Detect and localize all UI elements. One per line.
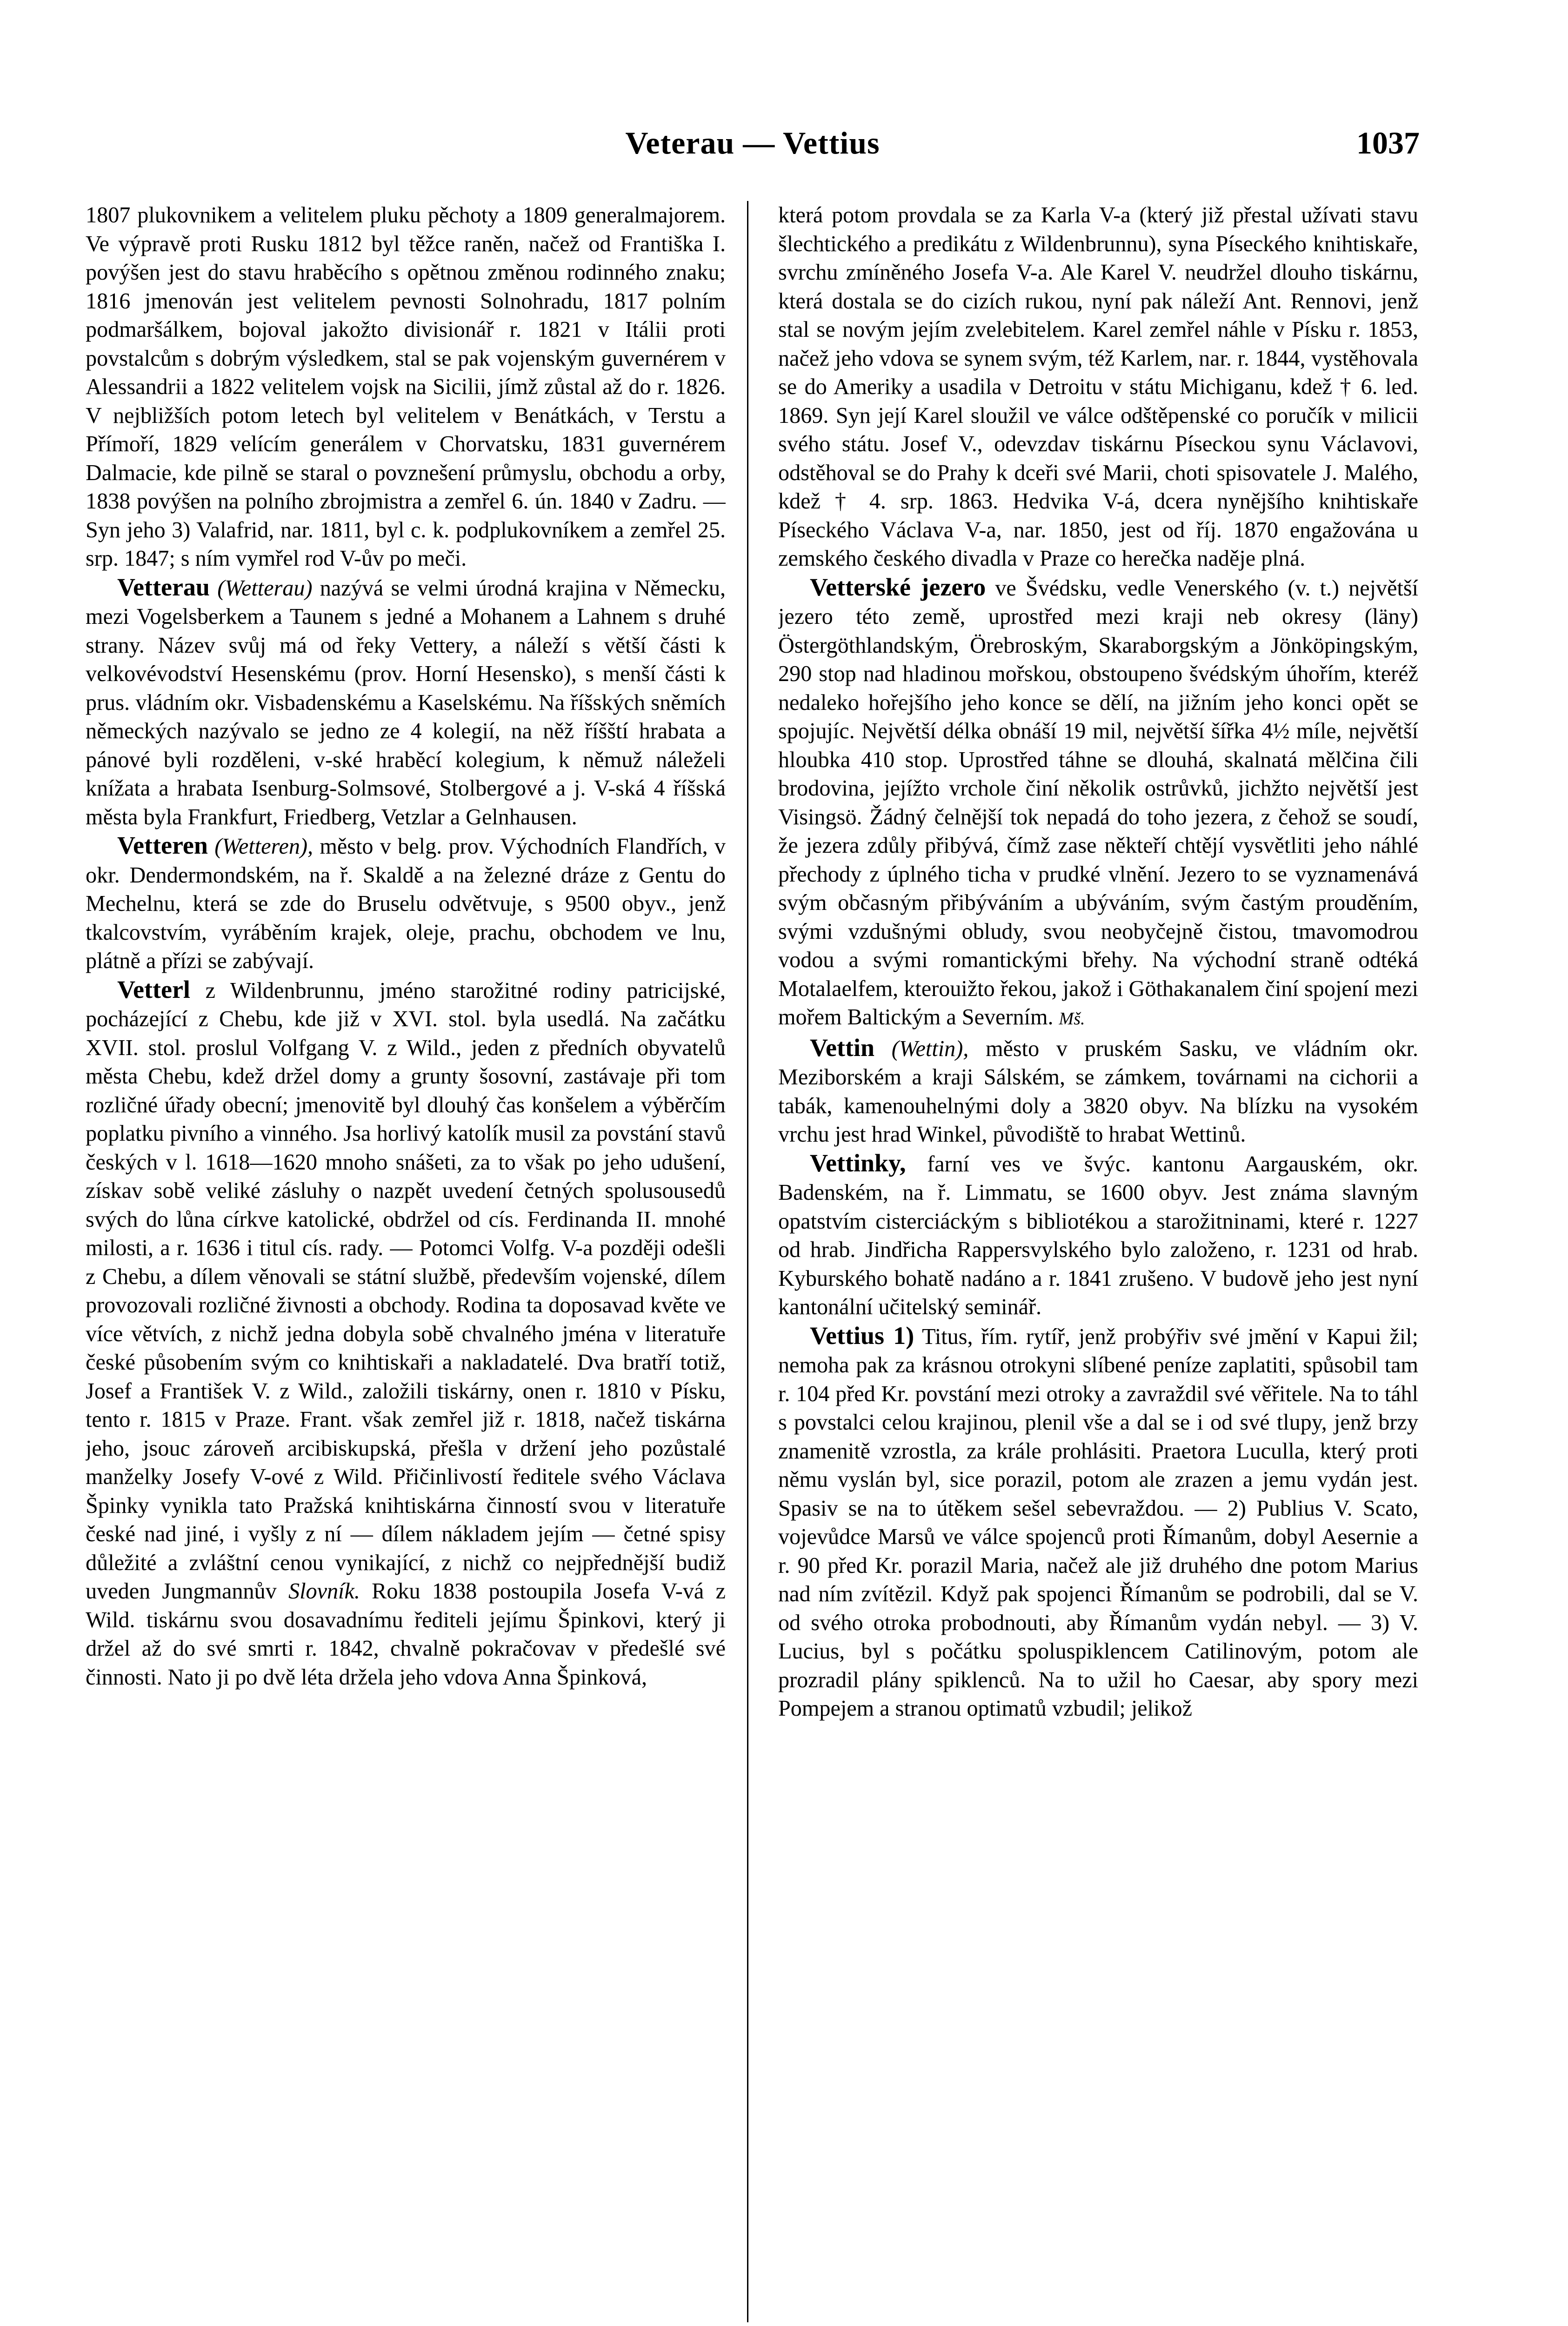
right-column bbox=[778, 201, 1418, 2326]
page-number: 1037 bbox=[1356, 125, 1420, 160]
continued-paragraph bbox=[86, 201, 726, 573]
continued-text: 1807 plukovnikem a velitelem pluku pěchoty a 1809 generalmajorem. Ve výpravě proti Rusku 1812 byl těžce raněn, načež od Františka I. povýšen jest do stavu hraběcího s opětnou změnou rodinného znaku; 1816 jmenován jest velitelem pevnosti Solnohradu, 1817 polním podmaršálkem, bojoval jakožto divisionář r. 1821 v Itálii proti povstalcům s dobrým výsledkem, stal se pak vojenským guvernérem v Alessandrii a 1822 velitelem vojsk na Sicilii, jímž zůstal až do r. 1826. V nejbližších potom letech byl velitelem v Benátkách, v Terstu a Přímoří, 1829 velícím generálem v Chorvatsku, 1831 guvernérem Dalmacie, kde pilně se staral o povznešení průmyslu, obchodu a orby, 1838 povýšen na polního zbrojmistra a zemřel 6. ún. 1840 v Zadru. — Syn jeho 3) Valafrid, nar. 1811, byl c. k. podplukovníkem a zemřel 25. srp. 1847; s ním vymřel rod V-ův po meči. bbox=[86, 203, 726, 571]
entry-text: ve Švédsku, vedle Venerského (v. t.) největší jezero této země, uprostřed mezi kraji neb okresy (läny) Östergöthlandským, Örebroským, Skaraborgským a Jönköpingským, 290 stop nad hladinou mořskou, obstoupeno švédským úhořím, kteréž nedaleko hořejšího jeho konce se dělí, na jižním jeho konci opět se spojujíc. Největší délka obnáší 19 mil, největší šířka 4½ míle, největší hloubka 410 stop. Uprostřed táhne se dlouhá, skalnatá mělčina čili brodovina, jejížto vrchole činí několik ostrůvků, jichžto největší jest Visingsö. Žádný čelnější tok nepadá do toho jezera, z čehož se soudí, že jezera zdůly přibývá, čímž zase někteří chtějí vysvětliti jeho náhlé přechody z úplného ticha v prudké vlnění. Jezero to se vyznamenává svým občasným přibýváním a ubýváním, svým častým prouděním, svými vzdušnými obludy, svou neobyčejně čistou, tmavomodrou vodou a svými romantickými břehy. Na východní straně odtéká Motalaelfem, kterouižto řekou, jakož i Göthakanalem činí spojení mezi mořem Baltickým a Severním. bbox=[778, 575, 1418, 1029]
entry-vetteren bbox=[86, 831, 726, 976]
left-column bbox=[86, 201, 726, 2326]
headword: Vettin bbox=[810, 1033, 875, 1062]
headword: Vetterl bbox=[117, 975, 190, 1003]
entry-vetterl bbox=[86, 976, 726, 1692]
work-title: Slovník. bbox=[288, 1579, 360, 1604]
entry-text: město v belg. prov. Východních Flandřích, v okr. Dendermondském, na ř. Skaldě a na železné dráze z Gentu do Mechelnu, která se zde do Bruselu odvětvuje, s 9500 obyv., jenž tkalcovstvím, vyráběním krajek, oleje, prachu, obchodem ve lnu, plátně a přízi se zabývají. bbox=[86, 834, 726, 973]
entry-text-continued: Roku 1838 postoupila Josefa V-vá z Wild. tiskárnu svou dosavadnímu řediteli jejímu Špinkovi, který ji držel až do své smrti r. 1842, chvalně pokračovav v předešlé své činnosti. Nato ji po dvě léta držela jeho vdova Anna Špinková, bbox=[86, 1579, 726, 1690]
headword: Vetterau bbox=[117, 573, 210, 601]
entry-vetterau bbox=[86, 573, 726, 832]
entry-text: farní ves ve švýc. kantonu Aargauském, okr. Badenském, na ř. Limmatu, se 1600 obyv. Jest známa slavným opatstvím cisterciáckým s bibliotékou a starožitninami, které r. 1227 od hrab. Jindřicha Rappersvylského bylo založeno, r. 1231 od hrab. Kyburského bohatě nadáno a r. 1841 zrušeno. V budově jeho jest nyní kantonální učitelský seminář. bbox=[778, 1151, 1418, 1319]
entry-vettinky bbox=[778, 1149, 1418, 1322]
entry-text: z Wildenbrunnu, jméno starožitné rodiny patricijské, pocházející z Chebu, kde již v XVI. stol. byla usedlá. Na začátku XVII. stol. proslul Volfgang V. z Wild., jeden z předních obyvatelů města Chebu, kdež držel domy a grunty šosovní, zastávaje při tom rozličné úřady obecní; jmenovitě byl dlouhý čas konšelem a výběrčím poplatku pivního a vinného. Jsa horlivý katolík musil za povstání stavů českých v l. 1618—1620 mnoho snášeti, za to však po jeho udušení, získav sobě veliké zásluhy o nazpět uvedení četných spolusousedů svých do lůna církve katolické, obdržel od cís. Ferdinanda II. mnohé milosti, a r. 1636 i titul cís. rady. — Potomci Volfg. V-a později odešli z Chebu, a dílem věnovali se státní službě, především vojenské, dílem provozovali rozličné živnosti a obchody. Rodina ta doposavad květe ve více větvích, z nichž jedna dobyla sobě chvalného jména v literatuře české působením svým co knihtiskaři a nakladatelé. Dva bratří totiž, Josef a František V. z Wild., založili tiskárny, onen r. 1810 v Písku, tento r. 1815 v Praze. Frant. však zemřel již r. 1818, načež tiskárna jeho, jsouc zároveň arcibiskupská, přešla v držení jeho pozůstalé manželky Josefy V-ové z Wild. Přičinlivostí ředitele svého Václava Špinky vynikla tato Pražská knihtiskárna činností svou v literatuře české nad jiné, i vyšly z ní — dílem nákladem jejím — četné spisy důležité a zvláštní cenou vynikající, z nichž co nejpřednější budiž uveden Jungmannův bbox=[86, 978, 726, 1604]
entry-text: Titus, řím. rytíř, jenž probýřiv své jmění v Kapui žil; nemoha pak za krásnou otrokyni slíbené peníze zaplatiti, spůsobil tam r. 104 před Kr. povstání mezi otroky a zavraždil své věřitele. Na to táhl s povstalci celou krajinou, plenil vše a dal se i od své tlupy, jenž brzy znamenitě vzrostla, za krále prohlásiti. Praetora Luculla, který proti němu vyslán byl, sice porazil, potom ale zrazen a jemu vydán jest. Spasiv se na to útěkem sešel sebevraždou. — 2) Publius V. Scato, vojevůdce Marsů ve válce spojenců proti Římanům, dobyl Aesernie a r. 90 před Kr. porazil Maria, načež ale již druhého dne potom Marius nad ním zvítězil. Když pak spojenci Římanům se podrobili, dal se V. od svého otroka probodnouti, aby Římanům vydán nebyl. — 3) V. Lucius, byl s počátku spoluspiklencem Catilinovým, potom ale prozradil plány spiklenců. Na to užil ho Caesar, aby spory mezi Pompejem a stranou optimatů vzbudil; jelikož bbox=[778, 1324, 1418, 1721]
continued-text: která potom provdala se za Karla V-a (který již přestal užívati stavu šlechtického a predikátu z Wildenbrunnu), syna Píseckého knihtiskaře, svrchu zmíněného Josefa V-a. Ale Karel V. neudržel dlouho tiskárnu, která dostala se do cizích rukou, nyní pak náleží Ant. Rennovi, jenž stal se novým jejím zvelebitelem. Karel zemřel náhle v Písku r. 1853, načež jeho vdova se synem svým, též Karlem, nar. r. 1844, vystěhovala se do Ameriky a usadila v Detroitu v státu Michiganu, kdež † 6. led. 1869. Syn její Karel sloužil ve válce odštěpenské co poručík v milicii svého státu. Josef V., odevzdav tiskárnu Píseckou synu Václavovi, odstěhoval se do Prahy k dceři své Marii, choti spisovatele J. Malého, kdež † 4. srp. 1863. Hedvika V-á, dcera nynějšího knihtiskaře Píseckého Václava V-a, nar. 1850, jest od říj. 1870 engažována u zemského českého divadla v Praze co herečka naděje plná. bbox=[778, 203, 1418, 571]
headword: Vetteren bbox=[117, 831, 208, 859]
running-title: Veterau — Vettius bbox=[625, 125, 880, 160]
entry-vettin bbox=[778, 1034, 1418, 1149]
entry-text: nazývá se velmi úrodná krajina v Německu, mezi Vogelsberkem a Taunem s jedné a Mohanem a Lahnem s druhé strany. Název svůj má od řeky Vettery, a náleží s větší části k velkovévodství Hesenskému (prov. Horní Hesensko), s menší části k prus. vládním okr. Visbadenskému a Kaselskému. Na říšských sněmích německých nazývalo se jedno ze 4 kolegií, na něž říšští hrabata a pánové byli rozděleni, v-ské hraběcí kolegium, k němuž náleželi knížata a hrabata Isenburg-Solmsové, Stolbergové a j. V-ská 4 říšská města byla Frankfurt, Friedberg, Vetzlar a Gelnhausen. bbox=[86, 575, 726, 829]
entry-vettius bbox=[778, 1322, 1418, 1723]
headword: Vettinky, bbox=[810, 1149, 906, 1177]
headword: Vetterské jezero bbox=[810, 573, 986, 601]
column-divider bbox=[747, 201, 748, 2322]
page-header bbox=[86, 125, 1420, 180]
alternate-name: (Wetteren), bbox=[214, 834, 314, 859]
entry-vetterske-jezero bbox=[778, 573, 1418, 1034]
entry-text: město v pruském Sasku, ve vládním okr. Meziborském a kraji Sálském, se zámkem, továrnami na cichorii a tabák, kamenouhelnými doly a 3820 obyv. Na blízku na vysokém vrchu jest hrad Winkel, původiště to hrabat Wettinů. bbox=[778, 1036, 1418, 1147]
headword: Vettius 1) bbox=[810, 1321, 914, 1350]
author-signature: Mš. bbox=[1059, 1009, 1085, 1029]
continued-paragraph bbox=[778, 201, 1418, 573]
alternate-name: (Wetterau) bbox=[217, 575, 313, 601]
alternate-name: (Wettin), bbox=[891, 1036, 969, 1061]
